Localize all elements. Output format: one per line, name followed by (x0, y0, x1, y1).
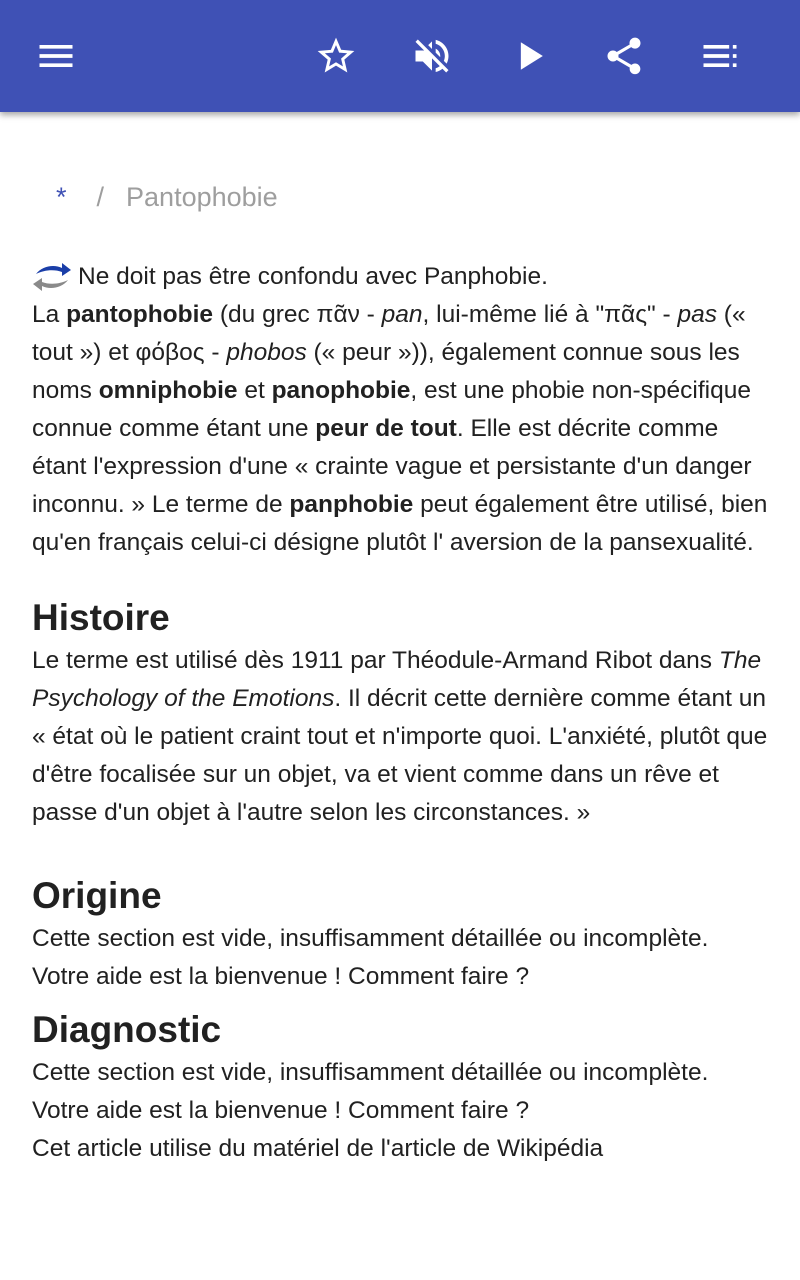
intro-run: , lui-même lié à "πᾶς" - (422, 301, 678, 328)
play-button[interactable] (498, 24, 562, 88)
histoire-run: . Il décrit cette dernière comme étant un « état où le patient craint tout et n'importe quoi. L'anxiété, plutôt que d'être focalisée sur un objet, va et vient comme dans un rêve et passe d'un objet à l'autre selon les circonstances. » (32, 685, 768, 826)
app-bar (0, 0, 800, 112)
intro-run: (du grec πᾶν - (213, 301, 382, 328)
menu-button[interactable] (24, 24, 88, 88)
histoire-run: Le terme est utilisé dès 1911 par Théodule-Armand Ribot dans (32, 647, 719, 674)
play-icon (508, 34, 552, 78)
intro-run: pan (381, 301, 423, 328)
mute-button[interactable] (400, 24, 464, 88)
breadcrumb (56, 182, 278, 213)
disambiguation-arrows-icon (32, 260, 72, 294)
intro-run: . Elle est décrite comme étant l'expression d'une « crainte vague et persistante d'un danger inconnu. » Le terme de (32, 415, 752, 518)
intro-run: La (32, 301, 67, 328)
attribution-footer: Cet article utilise du matériel de l'article de Wikipédia (32, 1135, 604, 1162)
share-icon (602, 34, 646, 78)
share-button[interactable] (592, 24, 656, 88)
hatnote (32, 258, 772, 296)
intro-run: pas (677, 301, 717, 328)
diagnostic-paragraph: Cette section est vide, insuffisamment détaillée ou incomplète. Votre aide est la bienvenue ! Comment faire ? (32, 1059, 709, 1124)
histoire-run: The Psychology of the Emotions (32, 647, 762, 712)
hatnote-text: Ne doit pas être confondu avec Panphobie. (78, 263, 548, 290)
section-heading-diagnostic: Diagnostic (32, 1009, 222, 1050)
intro-run: peut également être utilisé, bien qu'en français celui-ci désigne plutôt l' aversion de la pansexualité. (32, 491, 768, 556)
breadcrumb-current: Pantophobie (126, 182, 278, 212)
intro-run: omniphobie (98, 377, 238, 404)
intro-run: panophobie (271, 377, 411, 404)
volume-off-icon (410, 34, 454, 78)
intro-run: phobos (226, 339, 307, 366)
contents-button[interactable] (688, 24, 752, 88)
intro-run: (« peur »)), également connue sous les noms (32, 339, 740, 404)
intro-paragraph (32, 296, 772, 562)
favorite-button[interactable] (304, 24, 368, 88)
intro-run: panphobie (289, 491, 414, 518)
article-body (32, 258, 772, 1168)
histoire-paragraph (32, 642, 772, 832)
intro-run: et (237, 377, 272, 404)
breadcrumb-separator: / (96, 182, 105, 212)
intro-run: pantophobie (66, 301, 214, 328)
origine-paragraph: Cette section est vide, insuffisamment détaillée ou incomplète. Votre aide est la bienvenue ! Comment faire ? (32, 925, 709, 990)
section-heading-origine: Origine (32, 875, 162, 916)
intro-run: , est une phobie non-spécifique connue comme étant une (32, 377, 751, 442)
star-outline-icon (314, 34, 358, 78)
list-icon (698, 34, 742, 78)
intro-run: (« tout ») et φόβος - (32, 301, 746, 366)
breadcrumb-home-link[interactable]: * (56, 182, 67, 212)
hamburger-menu-icon (34, 34, 78, 78)
section-heading-histoire: Histoire (32, 597, 170, 638)
intro-run: peur de tout (315, 415, 457, 442)
